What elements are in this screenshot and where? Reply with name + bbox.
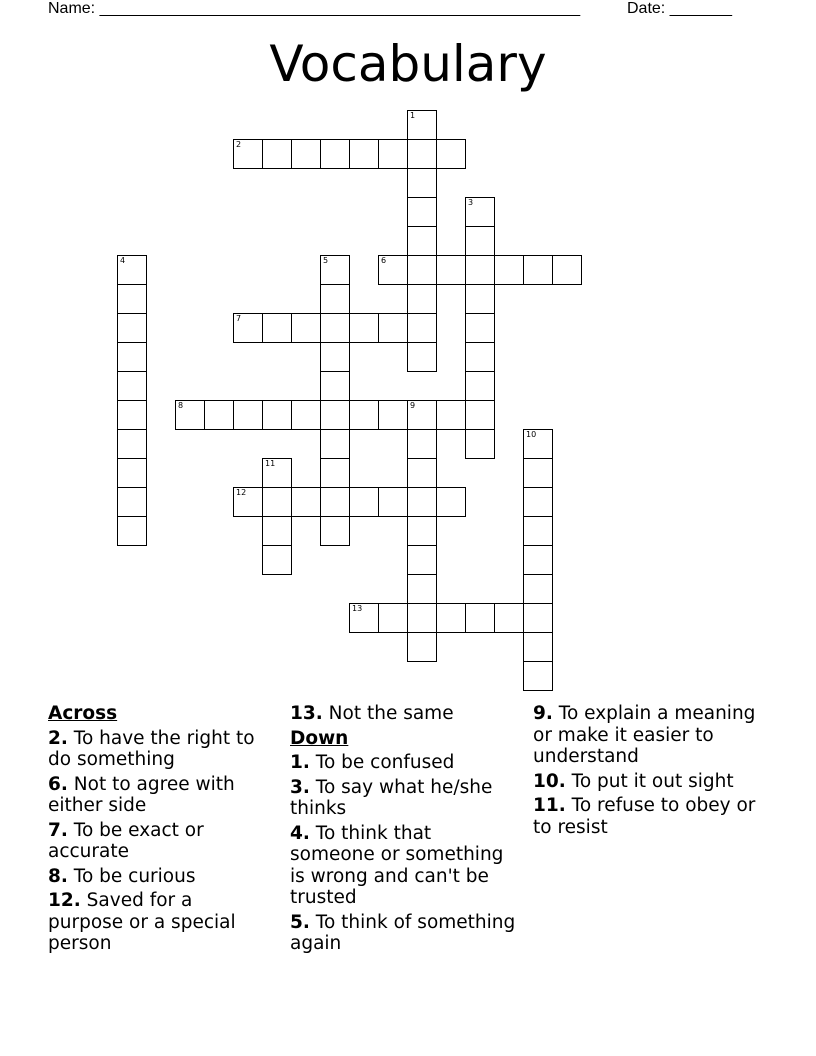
- grid-cell[interactable]: [465, 226, 495, 256]
- grid-cell[interactable]: [262, 516, 292, 546]
- grid-cell[interactable]: [407, 226, 437, 256]
- grid-cell[interactable]: [117, 458, 147, 488]
- grid-cell[interactable]: [378, 139, 408, 169]
- grid-cell[interactable]: [320, 139, 350, 169]
- grid-cell[interactable]: [378, 255, 408, 285]
- grid-cell[interactable]: [117, 487, 147, 517]
- across-heading: Across: [48, 703, 118, 724]
- grid-cell[interactable]: [523, 632, 553, 662]
- grid-cell[interactable]: [233, 139, 263, 169]
- grid-cell[interactable]: [465, 371, 495, 401]
- grid-cell[interactable]: [407, 603, 437, 633]
- grid-cell[interactable]: [465, 603, 495, 633]
- grid-cell[interactable]: [117, 371, 147, 401]
- grid-cell[interactable]: [349, 603, 379, 633]
- clue-number: 3: [468, 198, 474, 207]
- grid-cell[interactable]: [291, 139, 321, 169]
- grid-cell[interactable]: [523, 661, 553, 691]
- grid-cell[interactable]: [523, 603, 553, 633]
- grid-cell[interactable]: [407, 516, 437, 546]
- grid-cell[interactable]: [320, 429, 350, 459]
- grid-cell[interactable]: [436, 487, 466, 517]
- clue-across-2: 2. To have the right to do something: [48, 727, 255, 770]
- grid-cell[interactable]: [262, 400, 292, 430]
- grid-cell[interactable]: [407, 458, 437, 488]
- clue-column-2: [290, 703, 520, 958]
- grid-cell[interactable]: [204, 400, 234, 430]
- grid-cell[interactable]: [523, 429, 553, 459]
- clue-number: 5: [323, 256, 329, 265]
- grid-cell[interactable]: [320, 400, 350, 430]
- clue-across-7: 7. To be exact or accurate: [48, 819, 204, 862]
- grid-cell[interactable]: [233, 400, 263, 430]
- clue-across-13: 13. Not the same: [290, 703, 454, 724]
- grid-cell[interactable]: [349, 400, 379, 430]
- clue-number: 6: [381, 256, 387, 265]
- grid-cell[interactable]: [465, 197, 495, 227]
- grid-cell[interactable]: [320, 313, 350, 343]
- grid-cell[interactable]: [465, 342, 495, 372]
- grid-cell[interactable]: [407, 110, 437, 140]
- grid-cell[interactable]: [407, 197, 437, 227]
- grid-cell[interactable]: [262, 313, 292, 343]
- grid-cell[interactable]: [407, 342, 437, 372]
- clue-number: 11: [265, 459, 276, 468]
- grid-cell[interactable]: [465, 313, 495, 343]
- grid-cell[interactable]: [320, 516, 350, 546]
- grid-cell[interactable]: [465, 255, 495, 285]
- grid-cell[interactable]: [378, 487, 408, 517]
- grid-cell[interactable]: [407, 545, 437, 575]
- grid-cell[interactable]: [291, 487, 321, 517]
- grid-cell[interactable]: [465, 284, 495, 314]
- grid-cell[interactable]: [320, 342, 350, 372]
- grid-cell[interactable]: [320, 458, 350, 488]
- clue-number: 12: [236, 488, 247, 497]
- grid-cell[interactable]: [552, 255, 582, 285]
- clue-number: 9: [410, 401, 416, 410]
- grid-cell[interactable]: [436, 139, 466, 169]
- grid-cell[interactable]: [320, 284, 350, 314]
- grid-cell[interactable]: [436, 603, 466, 633]
- down-heading: Down: [290, 727, 349, 749]
- grid-cell[interactable]: [407, 574, 437, 604]
- date-line[interactable]: Date: _______: [627, 0, 732, 17]
- clue-number: 1: [410, 111, 416, 120]
- clue-down-1: 1. To be confused: [290, 752, 455, 773]
- grid-cell[interactable]: [523, 545, 553, 575]
- clue-column-1: [48, 703, 263, 958]
- clue-across-12: 12. Saved for a purpose or a special person: [48, 890, 236, 954]
- clue-down-5: 5. To think of something again: [290, 911, 516, 954]
- clue-down-4: 4. To think that someone or something is wrong and can't be trusted: [290, 822, 504, 908]
- grid-cell[interactable]: [407, 284, 437, 314]
- grid-cell[interactable]: [117, 284, 147, 314]
- grid-cell[interactable]: [233, 313, 263, 343]
- grid-cell[interactable]: [117, 342, 147, 372]
- grid-cell[interactable]: [436, 400, 466, 430]
- grid-cell[interactable]: [349, 139, 379, 169]
- clue-down-11: 11. To refuse to obey or to resist: [533, 795, 756, 838]
- grid-cell[interactable]: [378, 313, 408, 343]
- grid-cell[interactable]: [523, 255, 553, 285]
- grid-cell[interactable]: [465, 400, 495, 430]
- grid-cell[interactable]: [117, 313, 147, 343]
- grid-cell[interactable]: [320, 487, 350, 517]
- grid-cell[interactable]: [407, 400, 437, 430]
- grid-cell[interactable]: [436, 255, 466, 285]
- grid-cell[interactable]: [407, 632, 437, 662]
- grid-cell[interactable]: [262, 487, 292, 517]
- grid-cell[interactable]: [378, 400, 408, 430]
- grid-cell[interactable]: [291, 313, 321, 343]
- grid-cell[interactable]: [320, 255, 350, 285]
- clue-down-3: 3. To say what he/she thinks: [290, 776, 493, 819]
- grid-cell[interactable]: [407, 487, 437, 517]
- grid-cell[interactable]: [407, 139, 437, 169]
- clue-across-6: 6. Not to agree with either side: [48, 773, 235, 816]
- clue-column-3: [533, 703, 763, 841]
- grid-cell[interactable]: [407, 255, 437, 285]
- name-line[interactable]: Name: ______________________________________________________: [48, 0, 581, 17]
- grid-cell[interactable]: [523, 487, 553, 517]
- grid-cell[interactable]: [494, 603, 524, 633]
- grid-cell[interactable]: [233, 487, 263, 517]
- clue-number: 7: [236, 314, 242, 323]
- page-title: Vocabulary: [269, 35, 547, 93]
- clue-down-10: 10. To put it out sight: [533, 770, 734, 792]
- grid-cell[interactable]: [465, 429, 495, 459]
- clue-number: 4: [120, 256, 126, 265]
- grid-cell[interactable]: [407, 168, 437, 198]
- clue-number: 8: [178, 401, 184, 410]
- grid-cell[interactable]: [262, 458, 292, 488]
- grid-cell[interactable]: [117, 400, 147, 430]
- grid-cell[interactable]: [523, 516, 553, 546]
- grid-cell[interactable]: [407, 429, 437, 459]
- clue-number: 13: [352, 604, 363, 613]
- grid-cell[interactable]: [523, 574, 553, 604]
- clue-across-8: 8. To be curious: [48, 865, 196, 887]
- grid-cell[interactable]: [320, 371, 350, 401]
- grid-cell[interactable]: [349, 487, 379, 517]
- clue-down-9: 9. To explain a meaning or make it easier to understand: [533, 703, 756, 767]
- grid-cell[interactable]: [378, 603, 408, 633]
- grid-cell[interactable]: [291, 400, 321, 430]
- grid-cell[interactable]: [262, 139, 292, 169]
- clue-number: 10: [526, 430, 537, 439]
- grid-cell[interactable]: [262, 545, 292, 575]
- grid-cell[interactable]: [175, 400, 205, 430]
- grid-cell[interactable]: [494, 255, 524, 285]
- grid-cell[interactable]: [117, 516, 147, 546]
- grid-cell[interactable]: [349, 313, 379, 343]
- grid-cell[interactable]: [523, 458, 553, 488]
- clue-number: 2: [236, 140, 242, 149]
- grid-cell[interactable]: [407, 313, 437, 343]
- grid-cell[interactable]: [117, 429, 147, 459]
- grid-cell[interactable]: [117, 255, 147, 285]
